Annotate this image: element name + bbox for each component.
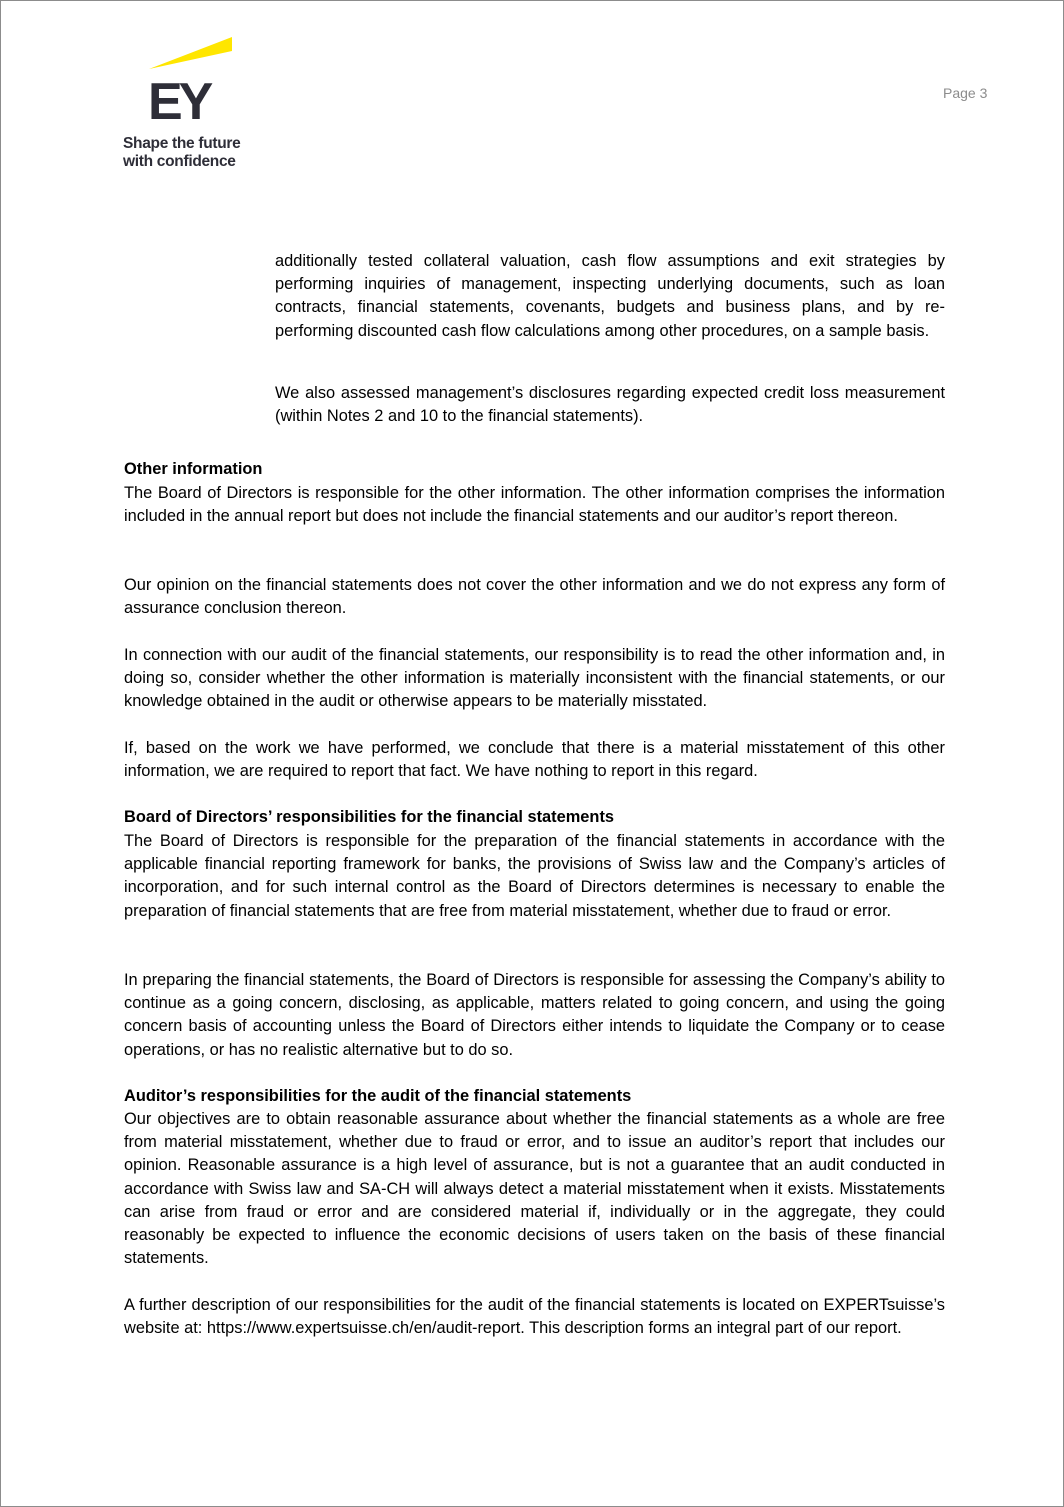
ey-logo (121, 35, 251, 175)
board-responsibilities-heading: Board of Directors’ responsibilities for the financial statements (124, 808, 615, 826)
board-responsibilities-paragraph-2: In preparing the financial statements, the Board of Directors is responsible for assessing the Company’s ability to continue as a going concern, disclosing, as applicable, matters related to going concern, and using the going concern basis of accounting unless the Board of Directors either intends to liquidate the Company or to cease operations, or has no realistic alternative but to do so. (124, 971, 945, 1059)
other-information-paragraph-1: The Board of Directors is responsible for the other information. The other information comprises the information included in the annual report but does not include the financial statements and our auditor’s report thereon. (124, 484, 945, 526)
other-information-heading: Other information (124, 460, 263, 478)
auditor-responsibilities-paragraph-2: A further description of our responsibilities for the audit of the financial statements is located on EXPERTsuisse’s website at: https://www.expertsuisse.ch/en/audit-report. This description forms an integral part of our report. (124, 1296, 945, 1338)
logo-wordmark: EY (148, 73, 210, 131)
other-information-paragraph-3: In connection with our audit of the financial statements, our responsibility is to read the other information and, in doing so, consider whether the other information is materially inconsistent with the financial statements, or our knowledge obtained in the audit or otherwise appears to be materially misstated. (124, 646, 945, 711)
board-responsibilities-paragraph-1: The Board of Directors is responsible for the preparation of the financial statements in accordance with the applicable financial reporting framework for banks, the provisions of Swiss law and the Company’s articles of incorporation, and for such internal control as the Board of Directors determines is necessary to enable the preparation of financial statements that are free from material misstatement, whether due to fraud or error. (124, 832, 945, 920)
logo-tagline-line2: with confidence (123, 153, 236, 170)
other-information-paragraph-4: If, based on the work we have performed, we conclude that there is a material misstatement of this other information, we are required to report that fact. We have nothing to report in this regard. (124, 739, 945, 781)
logo-tagline-line1: Shape the future (123, 135, 241, 152)
other-information-paragraph-2: Our opinion on the financial statements does not cover the other information and we do not express any form of assurance conclusion thereon. (124, 576, 945, 618)
continuation-paragraph-2: We also assessed management’s disclosures regarding expected credit loss measurement (within Notes 2 and 10 to the financial statements). (275, 384, 945, 426)
logo-tagline (123, 135, 241, 171)
logo-beam-icon (121, 35, 251, 75)
page-number: Page 3 (943, 85, 988, 101)
auditor-responsibilities-paragraph-1: Our objectives are to obtain reasonable assurance about whether the financial statements as a whole are free from material misstatement, whether due to fraud or error, and to issue an auditor’s report that includes our opinion. Reasonable assurance is a high level of assurance, but is not a guarantee that an audit conducted in accordance with Swiss law and SA-CH will always detect a material misstatement when it exists. Misstatements can arise from fraud or error and are considered material if, individually or in the aggregate, they could reasonably be expected to influence the economic decisions of users taken on the basis of these financial statements. (124, 1110, 945, 1268)
auditor-responsibilities-heading: Auditor’s responsibilities for the audit of the financial statements (124, 1087, 632, 1105)
continuation-paragraph-1: additionally tested collateral valuation, cash flow assumptions and exit strategies by performing inquiries of management, inspecting underlying documents, such as loan contracts, financial statements, covenants, budgets and business plans, and by re-performing discounted cash flow calculations among other procedures, on a sample basis. (275, 252, 945, 340)
